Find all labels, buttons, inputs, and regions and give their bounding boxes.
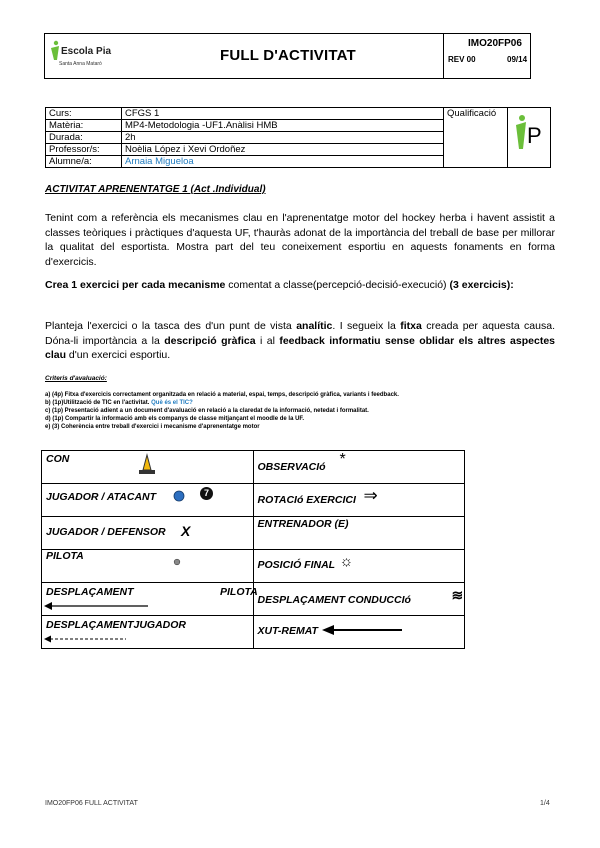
table-row <box>42 583 465 616</box>
text-run: Planteja l'exercici o la tasca des d'un punt de vista <box>45 320 297 332</box>
table-row <box>42 517 465 550</box>
legend-cell-xut <box>253 616 465 649</box>
revision: REV 00 <box>448 55 476 64</box>
svg-text:P: P <box>527 123 542 148</box>
legend-cell-con <box>42 451 254 484</box>
entrenador-label: ENTRENADOR (E) <box>257 518 349 530</box>
asterisk-icon: * <box>339 451 346 468</box>
criteria-item: d) (1p) Compartir la informació amb els companys de classe mitjançant el moodle de la UF. <box>45 416 305 422</box>
conduccio-label: DESPLAÇAMENT CONDUCCIó <box>257 594 411 606</box>
footer-left: IMO20FP06 FULL ACTIVITAT <box>45 800 138 807</box>
logo-text: Escola Pia <box>61 46 112 57</box>
text-run: d'un exercici esportiu. <box>66 349 171 361</box>
document-title: FULL D'ACTIVITAT <box>220 47 356 64</box>
document-code: IMO20FP06 <box>468 38 522 49</box>
rotacio-label: ROTACIó EXERCICI <box>257 494 356 506</box>
fp-logo-icon <box>511 109 547 163</box>
info-key: Curs: <box>46 108 122 120</box>
cone-icon <box>138 453 156 475</box>
blue-circle-icon <box>173 490 185 502</box>
info-key: Durada: <box>46 132 122 144</box>
legend-cell-desplacament-jugador <box>42 616 254 649</box>
course-info-table <box>45 107 551 168</box>
pilota-label: PILOTA <box>46 550 84 562</box>
revision-date: 09/14 <box>507 55 528 64</box>
legend-cell-defensor <box>42 517 254 550</box>
desplacament-label: DESPLAÇAMENT <box>46 586 134 598</box>
text-run-bold: fitxa <box>400 320 422 332</box>
legend-cell-observacio <box>253 451 465 484</box>
legend-cell-conduccio <box>253 583 465 616</box>
info-value: CFGS 1 <box>122 108 444 120</box>
info-key: Alumne/a: <box>46 156 122 168</box>
info-key: Professor/s: <box>46 144 122 156</box>
criteria-item: c) (1p) Presentació adient a un document d'avaluació en relació a la claredat de la informació, netedat i formalitat. <box>45 408 369 414</box>
criteria-text: b) (1p)Utilització de TIC en l'activitat. <box>45 400 152 406</box>
dashed-arrow-icon <box>44 634 128 644</box>
legend-cell-atacant <box>42 484 254 517</box>
task-bold: Crea 1 exercici per cada mecanisme <box>45 279 226 291</box>
table-row <box>42 616 465 649</box>
sun-icon: ☼ <box>339 553 354 570</box>
text-run: . I segueix la <box>332 320 401 332</box>
criteria-list <box>45 391 565 431</box>
player-number-icon: 7 <box>200 487 213 500</box>
info-key: Matèria: <box>46 120 122 132</box>
info-value: Noèlia López i Xevi Ordoñez <box>122 144 444 156</box>
task-paragraph <box>45 278 555 293</box>
tic-link[interactable]: Què és el TIC? <box>151 400 193 406</box>
document-header <box>44 33 531 79</box>
double-arrow-icon: ⇒ <box>363 486 378 505</box>
text-run: i al <box>255 334 280 347</box>
atacant-label: JUGADOR / ATACANT <box>46 491 157 503</box>
x-marker-icon: X <box>181 523 191 539</box>
document-reference <box>443 34 532 78</box>
defensor-label: JUGADOR / DEFENSOR <box>46 526 166 538</box>
legend-cell-desplacament-pilota <box>42 583 258 616</box>
table-row <box>42 550 465 583</box>
info-value: 2h <box>122 132 444 144</box>
table-row <box>42 484 465 517</box>
grade-label: Qualificació <box>447 108 497 119</box>
student-name: Arnaia Migueloa <box>122 156 444 168</box>
observacio-label: OBSERVACIó <box>257 461 326 473</box>
legend-cell-entrenador <box>253 517 465 550</box>
con-label: CON <box>46 453 70 465</box>
desplacament-jugador-label: DESPLAÇAMENTJUGADOR <box>46 619 187 631</box>
legend-cell-posicio <box>253 550 465 583</box>
activity-title: ACTIVITAT APRENENTATGE 1 (Act .Individual) <box>45 184 266 195</box>
logo-subtitle: Santa Anna Mataró <box>59 61 102 67</box>
info-value: MP4-Metodologia -UF1.Anàlisi HMB <box>122 120 444 132</box>
posicio-label: POSICIÓ FINAL <box>257 559 336 571</box>
task-end: (3 exercicis): <box>449 279 514 291</box>
text-run-bold: descripció gràfica <box>164 334 256 347</box>
ball-icon <box>173 558 181 566</box>
thick-arrow-icon <box>322 624 404 636</box>
school-logo <box>45 34 141 78</box>
task-text: comentat a classe(percepció-decisió-execució) <box>225 279 450 291</box>
text-run-bold: feedback informatiu sense oblidar els altres aspectes clau <box>45 334 555 361</box>
legend-cell-rotacio <box>253 484 465 517</box>
table-row <box>42 451 465 484</box>
text-run: creada per aquesta causa. Dóna-li importància a la <box>45 320 555 347</box>
pilota-label-2: PILOTA <box>220 586 258 598</box>
table-row <box>46 108 551 120</box>
instructions-paragraph <box>45 319 555 363</box>
page-number: 1/4 <box>540 800 550 807</box>
criteria-item: e) (3) Coherència entre treball d'exercici i mecanisme d'aprenentatge motor <box>45 424 260 430</box>
legend-cell-pilota <box>42 550 254 583</box>
intro-paragraph: Tenint com a referència els mecanismes clau en l'aprenentatge motor del hockey herba i havent assistit a classes teòriques i pràctiques d'aquesta UF, t'hauràs adonat de la importància del treball de base per millorar la qualitat del esportista. Mostra part del teu coneixement esportiu en aquests fonaments en forma d'exercicis. <box>45 212 555 268</box>
text-run-bold: analític <box>296 320 333 332</box>
wavy-icon: ≋ <box>451 587 464 603</box>
left-arrow-icon <box>44 601 150 611</box>
criteria-title: Criteris d'avaluació: <box>45 375 107 382</box>
criteria-item: a) (4p) Fitxa d'exercicis correctament organitzada en relació a material, espai, temps, descripció gràfica, variants i feedback. <box>45 392 399 398</box>
fp-logo-cell <box>508 108 551 168</box>
symbol-legend-table <box>41 450 465 649</box>
xut-label: XUT-REMAT <box>257 625 318 637</box>
grade-cell <box>444 108 508 168</box>
criteria-item <box>45 399 565 407</box>
